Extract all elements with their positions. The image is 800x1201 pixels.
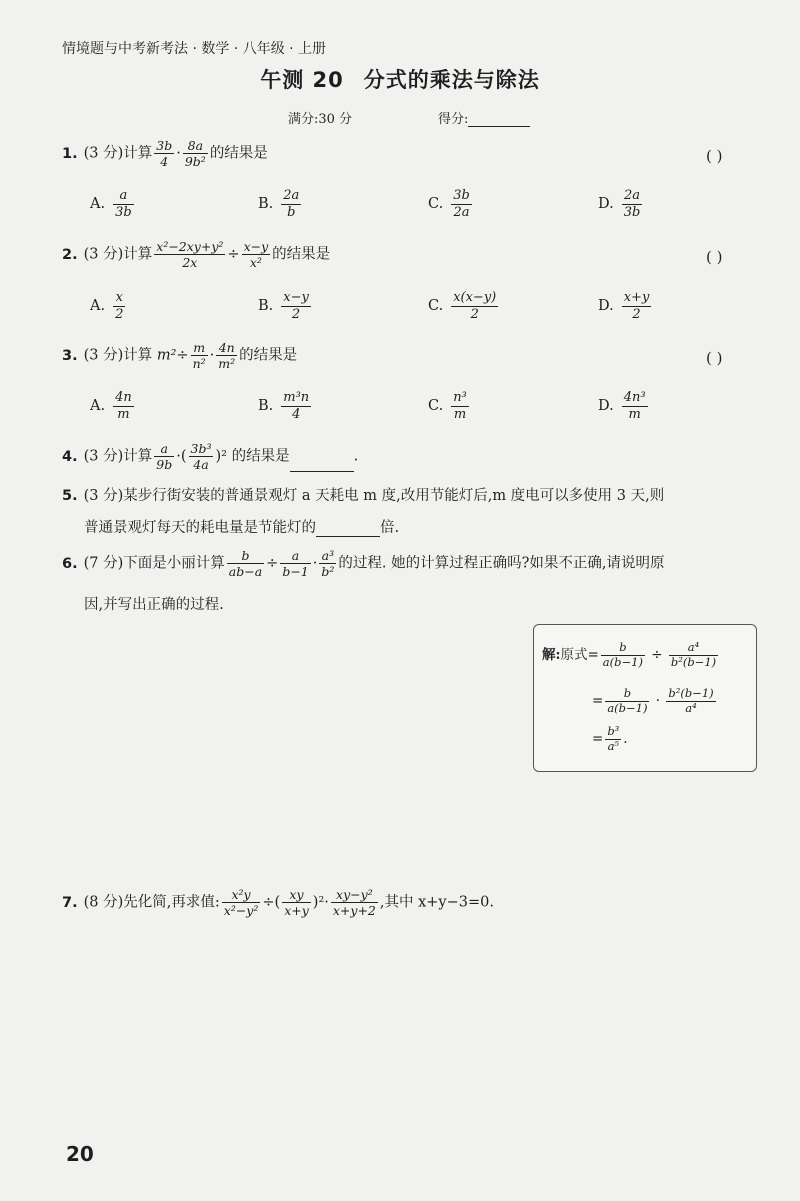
question-end: . [353,448,359,465]
fraction: $\frac{\text{a⁴}}{\text{b²(b−1)}}$ [670,640,717,669]
fraction: $\frac{\text{b²(b−1)}}{\text{a⁴}}$ [668,686,714,715]
operator: · [655,692,661,709]
operator: ÷ [266,555,279,572]
solution-line-1 [542,641,720,670]
question-number: 7. [62,894,78,911]
question-number: 5. [62,488,78,504]
question-text: 某步行街安装的普通景观灯 a 天耗电 m 度,改用节能灯后,m 度电可以多使用 3 天,则 [123,488,665,504]
question-5 [62,483,664,511]
option-d[interactable]: D. $\frac{\text{4n³}}{m}$ [598,390,646,422]
question-points: (8 分) [83,894,124,911]
fraction: $\frac{b}{a(b-1)}$ [607,686,648,715]
fraction: $\frac{a}{b-1}$ [282,548,309,579]
question-6-line2: 因,并写出正确的过程. [84,597,224,613]
fraction: $\frac{4n}{\text{m²}}$ [218,340,236,371]
option-b[interactable]: B. $\frac{x-y}{2}$ [258,290,309,322]
question-number: 4. [62,448,78,465]
question-tail: 的结果是 [272,246,331,263]
question-tail: ,其中 x+y−3=0. [379,894,494,911]
option-d[interactable]: D. $\frac{x+y}{2}$ [598,290,650,322]
solution-text: = [592,692,604,709]
fraction: $\frac{\text{3b³}}{4a}$ [190,441,212,472]
score-field [438,108,530,127]
operator: · [209,347,215,364]
question-2 [62,239,330,270]
question-lead: 先化简,再求值: [123,894,220,911]
question-lead: 计算 [123,347,153,364]
score-blank[interactable] [468,112,530,127]
operator: )² [312,894,325,911]
question-1 [62,138,268,169]
test-number: 午测 20 [260,68,344,92]
operator: · [312,555,318,572]
question-5-line2 [84,516,399,537]
question-points: (3 分) [83,448,124,465]
operator: )² [215,448,227,465]
question-6 [62,548,664,579]
option-a[interactable]: A. $\frac{a}{3b}$ [90,188,132,220]
question-4 [62,441,358,472]
fraction: $\frac{m}{\text{n²}}$ [192,340,206,371]
page-number: 20 [66,1142,94,1166]
solution-text: = [592,730,604,747]
option-d[interactable]: D. $\frac{2a}{3b}$ [598,188,641,220]
solution-label: 解: [542,646,561,663]
fraction: $\frac{b}{a(b-1)}$ [602,640,643,669]
fraction: $\frac{8a}{\text{9b²}}$ [184,138,206,169]
fraction: $\frac{3b}{4}$ [156,138,173,169]
question-tail: 的结果是 [239,347,298,364]
question-7 [62,887,494,918]
fraction: $\frac{b}{ab-a}$ [228,548,263,579]
question-tail: 的过程. 她的计算过程正确吗?如果不正确,请说明原 [338,555,665,572]
option-c[interactable]: C. $\frac{3b}{2a}$ [428,188,470,220]
solution-box [533,624,757,772]
question-lead: 下面是小丽计算 [123,555,225,572]
option-c[interactable]: C. $\frac{\text{n³}}{m}$ [428,390,467,422]
operator: ÷( [262,894,281,911]
book-title: 情境题与中考新考法 · 数学 · 八年级 · 上册 [62,41,327,57]
test-topic: 分式的乘法与除法 [363,68,540,92]
question-text: 普通景观灯每天的耗电量是节能灯的 [84,520,316,536]
fraction: $\frac{a}{9b}$ [156,441,173,472]
solution-line-2 [592,687,718,716]
operator: · [176,145,181,162]
answer-paren[interactable]: ( ) [706,147,723,165]
fraction: $\frac{x-y}{\text{x²}}$ [243,239,269,270]
question-number: 1. [62,145,78,162]
question-points: (3 分) [83,488,124,504]
question-points: (7 分) [83,555,124,572]
fraction: $\frac{\text{b³}}{\text{a⁵}}$ [607,724,620,753]
question-number: 6. [62,555,78,572]
full-score: 满分:30 分 [288,112,353,127]
question-number: 2. [62,246,78,263]
question-text: 倍. [380,520,400,536]
operator: · [324,894,329,911]
math-term: m²÷ [156,347,189,364]
fraction: $\frac{\text{x²−2xy+y²}}{2x}$ [156,239,224,270]
solution-text: . [623,730,628,747]
solution-text: 原式= [560,646,599,663]
fraction: $\frac{\text{a³}}{\text{b²}}$ [321,548,335,579]
question-tail: 的结果是 [209,145,268,162]
question-3 [62,340,297,371]
question-points: (3 分) [83,246,124,263]
option-a[interactable]: A. $\frac{4n}{m}$ [90,390,132,422]
option-a[interactable]: A. $\frac{x}{2}$ [90,290,124,322]
fraction: $\frac{\text{x²y}}{\text{x²−y²}}$ [223,887,259,918]
question-points: (3 分) [83,145,124,162]
option-c[interactable]: C. $\frac{x(x-y)}{2}$ [428,290,497,322]
answer-blank[interactable] [316,522,380,537]
operator: ÷ [651,646,663,663]
answer-paren[interactable]: ( ) [706,349,723,367]
test-title [0,64,800,94]
question-lead: 计算 [123,448,153,465]
fraction: $\frac{xy}{x+y}$ [284,887,309,918]
question-tail: 的结果是 [231,448,290,465]
fraction: $\frac{\text{xy−y²}}{x+y+2}$ [332,887,376,918]
question-lead: 计算 [123,246,153,263]
question-points: (3 分) [83,347,124,364]
question-lead: 计算 [123,145,153,162]
score-label: 得分: [438,112,469,127]
option-b[interactable]: B. $\frac{2a}{b}$ [258,188,300,220]
solution-line-3 [592,725,628,754]
option-b[interactable]: B. $\frac{\text{m³n}}{4}$ [258,390,310,422]
answer-blank[interactable] [290,457,354,472]
question-number: 3. [62,347,78,364]
answer-paren[interactable]: ( ) [706,248,723,266]
operator: ÷ [227,246,240,263]
operator: ·( [176,448,187,465]
